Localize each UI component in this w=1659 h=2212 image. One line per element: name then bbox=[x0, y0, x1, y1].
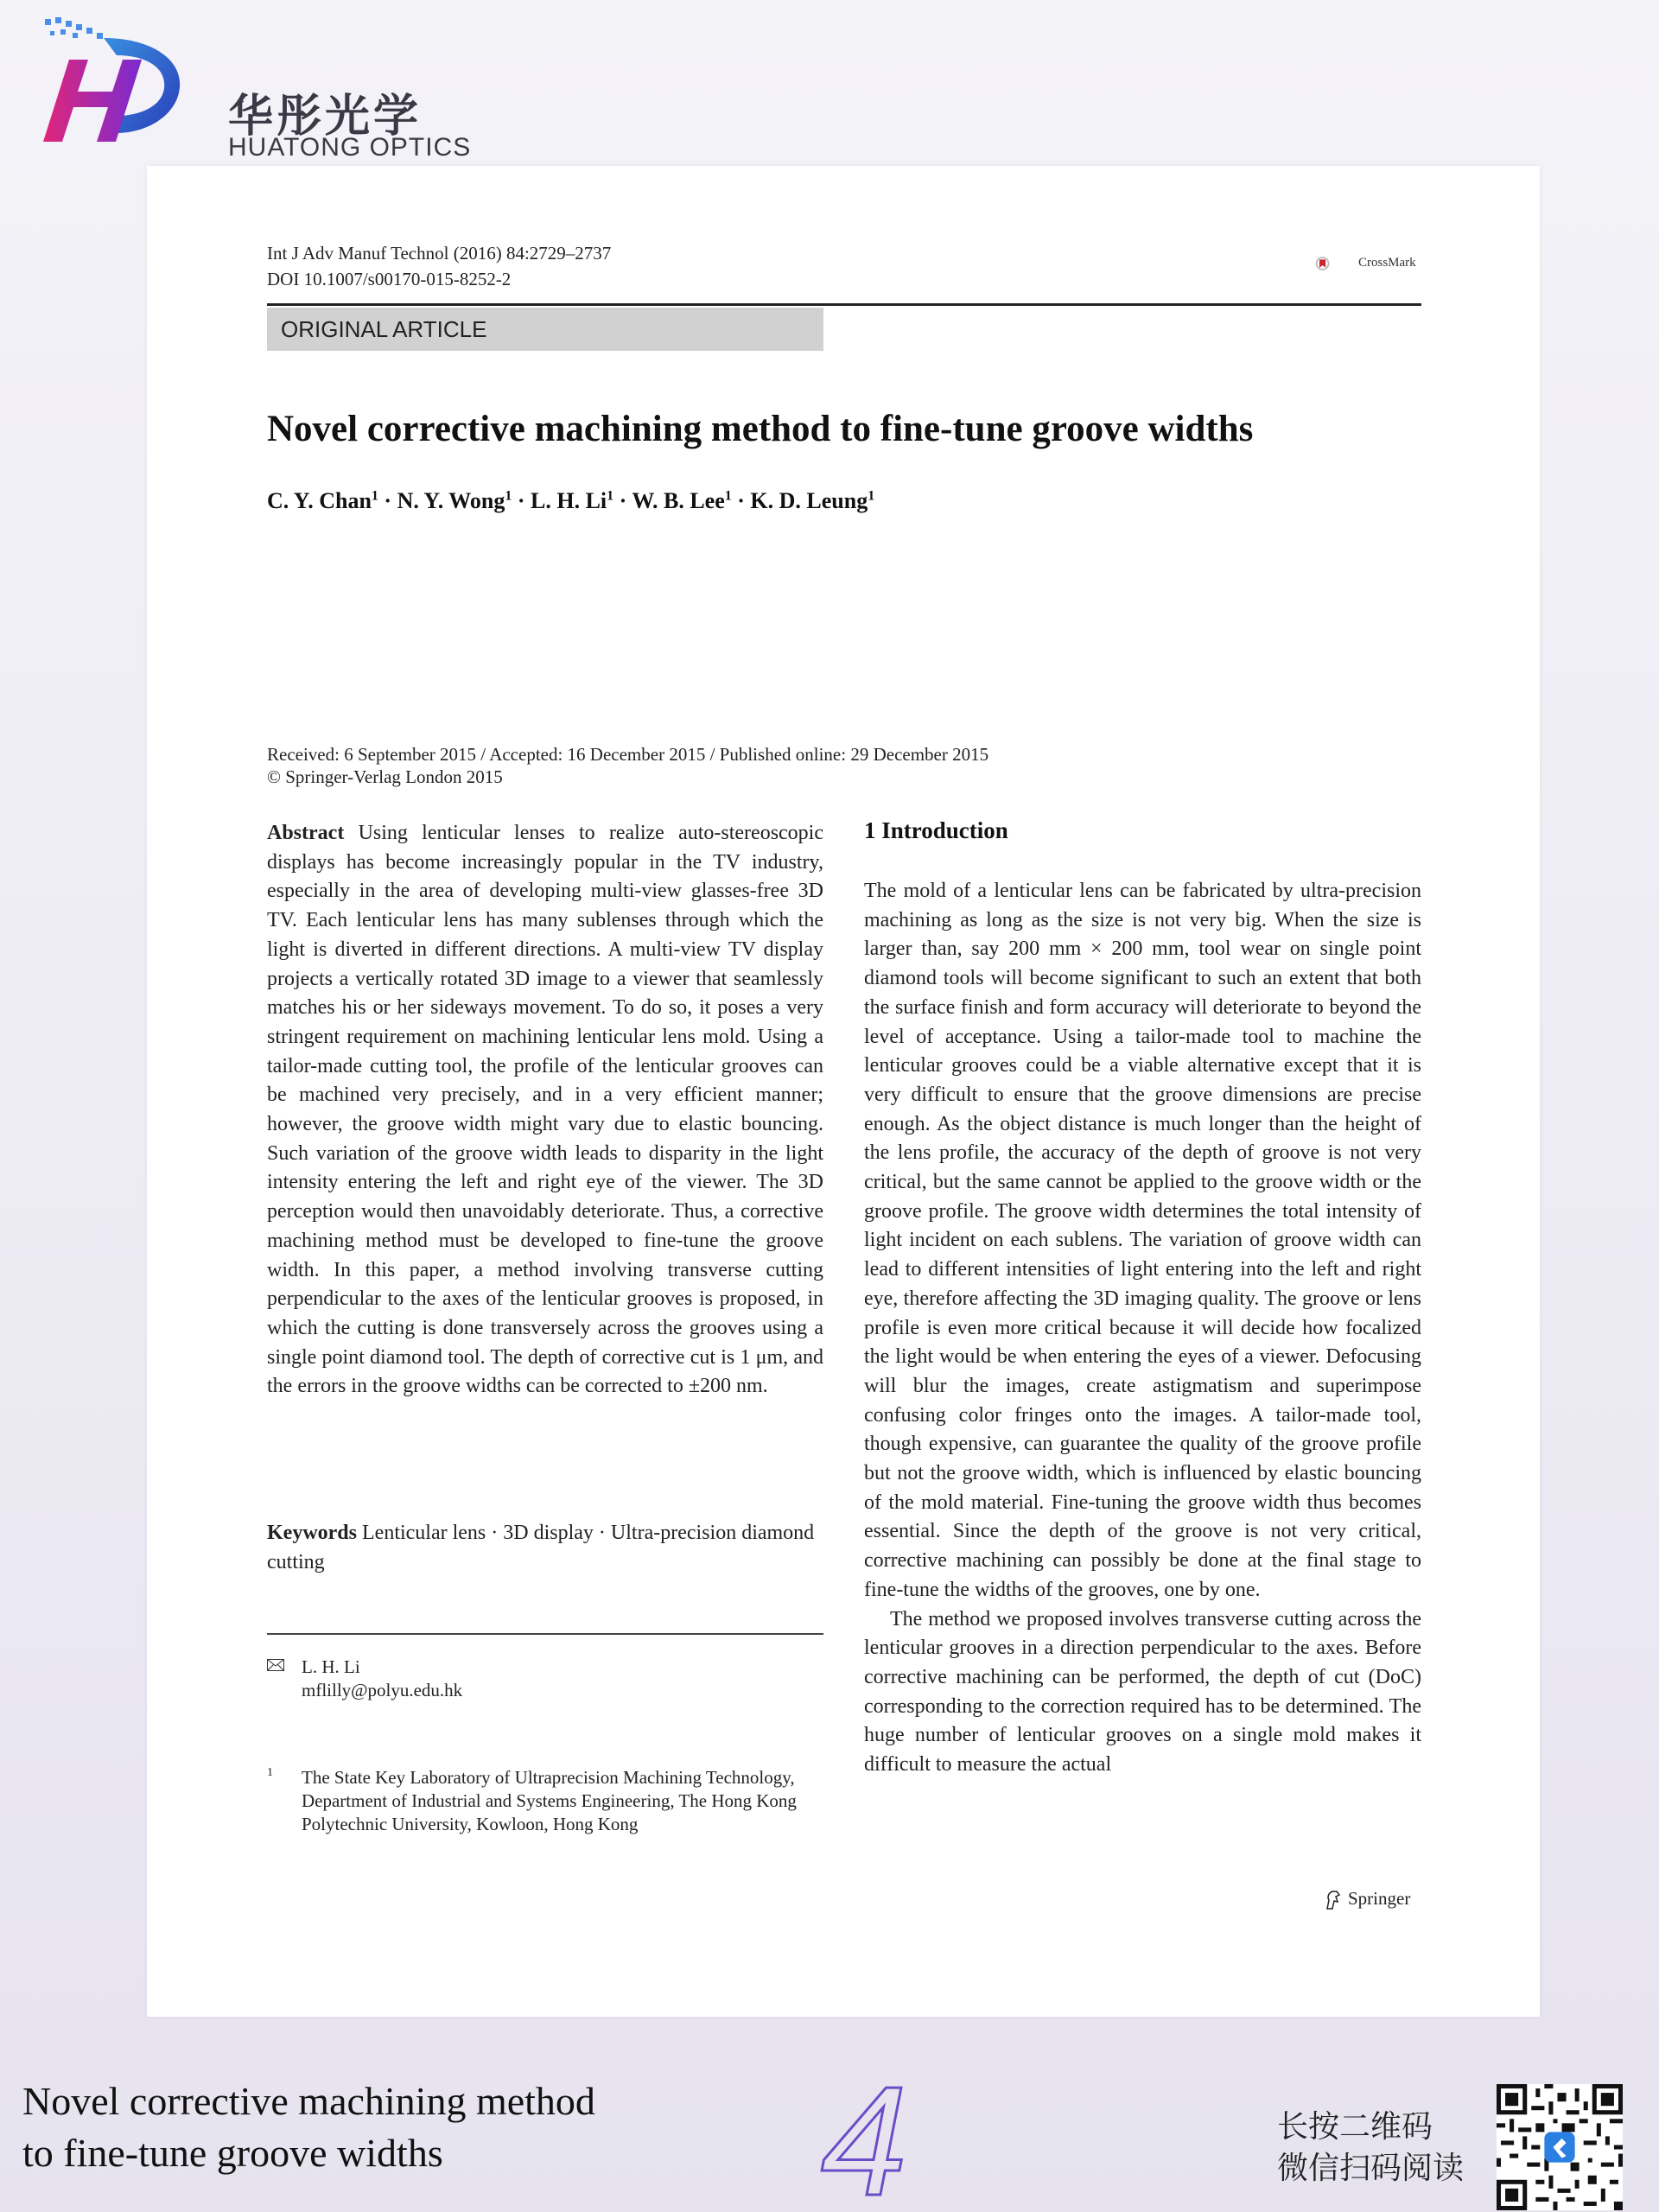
crossmark-label[interactable]: CrossMark bbox=[1358, 256, 1416, 270]
qr-code[interactable] bbox=[1497, 2084, 1623, 2210]
brand-name-en: HUATONG OPTICS bbox=[228, 133, 472, 162]
intro-paragraph-1: The mold of a lenticular lens can be fabricated by ultra-precision machining as long as the size is not very big. When the size is larger than, say 200 mm × 200 mm, tool wear on single point diamond tools will become significant to such an extent that both the surface finish and form accuracy will deteriorate to beyond the level of acceptance. Using a tailor-made tool to machine the lenticular grooves could be a viable alternative except that it is very difficult to ensure that the groove dimensions are precise enough. As the object distance is much longer than the height of the lens profile, the accuracy of the depth of groove is not very critical, but the same cannot be applied to the groove width or the groove profile. The groove width determines the total intensity of light incident on each sublens. The variation of groove width can lead to different intensities of light entering into the left and right eye, therefore affecting the 3D imaging quality. The groove or lens profile is even more critical because it will decide how focalized the light would be when entering the eyes of a viewer. Defocusing will blur the images, create astigmatism and superimpose confusing color fringes onto the images. A tailor-made tool, though expensive, can guarantee the quality of the groove profile but not the groove width, which is influenced by elastic bouncing of the mold material. Fine-tuning the groove width thus becomes essential. Since the depth of the groove is not very critical, corrective machining can possibly be done at the final stage to fine-tune the widths of the grooves, one by one. bbox=[864, 880, 1421, 1601]
paper-title: Novel corrective machining method to fine-tune groove widths bbox=[267, 409, 1254, 449]
page-number bbox=[804, 2056, 925, 2212]
introduction-body bbox=[864, 877, 1421, 1780]
footer-title bbox=[22, 2075, 595, 2179]
author-name: W. B. Lee bbox=[632, 488, 725, 513]
publisher-name: Springer bbox=[1348, 1888, 1411, 1909]
abstract-label: Abstract bbox=[267, 822, 345, 844]
journal-info bbox=[267, 240, 611, 292]
affiliation-text: The State Key Laboratory of Ultraprecision Machining Technology, Department of Industrial and Systems Engineering, The Hong Kong Polytechnic University, Kowloon, Hong Kong bbox=[302, 1767, 797, 1834]
keywords-label: Keywords bbox=[267, 1522, 357, 1544]
author-name: L. H. Li bbox=[531, 488, 607, 513]
footer-title-line-2: to fine-tune groove widths bbox=[22, 2131, 443, 2175]
article-type-banner: ORIGINAL ARTICLE bbox=[267, 308, 823, 351]
footnote-rule bbox=[267, 1633, 823, 1635]
brand-name-cn: 华彤光学 bbox=[228, 91, 423, 143]
received-line: Received: 6 September 2015 / Accepted: 16 December 2015 / Published online: 29 December 2015 bbox=[267, 744, 989, 765]
author-affil: 1 bbox=[371, 488, 378, 504]
qr-instruction-line-1: 长按二维码 bbox=[1277, 2109, 1433, 2145]
contact-name: L. H. Li bbox=[302, 1656, 360, 1677]
affiliation-number: 1 bbox=[267, 1766, 273, 1779]
abstract bbox=[267, 819, 823, 1402]
journal-doi: DOI 10.1007/s00170-015-8252-2 bbox=[267, 269, 512, 289]
qr-instruction-line-2: 微信扫码阅读 bbox=[1277, 2151, 1465, 2186]
author-affil: 1 bbox=[868, 488, 875, 504]
footer-title-line-1: Novel corrective machining method bbox=[22, 2079, 595, 2123]
springer-horse-icon bbox=[1324, 1890, 1343, 1910]
author-name: N. Y. Wong bbox=[397, 488, 505, 513]
abstract-text: Using lenticular lenses to realize auto-stereoscopic displays has become increasingly popular in the TV industry, especially in the area of developing multi-view glasses-free 3D TV. Each lenticular lens has many sublenses through which the light is diverted in different directions. A multi-view TV display projects a vertically rotated 3D image to a viewer that seamlessly matches his or her sideways movement. To do so, it poses a very stringent requirement on machining lenticular lens mold. Using a tailor-made cutting tool, the profile of the lenticular grooves can be machined very precisely, and in a very efficient manner; however, the groove width might vary due to elastic bouncing. Such variation of the groove width leads to disparity in the light intensity entering the left and right eye of the viewer. The 3D perception would then unavoidably deteriorate. Thus, a corrective machining method must be developed to fine-tune the groove width. In this paper, a method involving transverse cutting perpendicular to the axes of the lenticular grooves is proposed, in which the cutting is done transversely across the grooves using a single point diamond tool. The depth of corrective cut is 1 μm, and the errors in the groove widths can be corrected to ±200 nm. bbox=[267, 822, 824, 1398]
author-name: C. Y. Chan bbox=[267, 488, 372, 513]
envelope-icon bbox=[267, 1659, 284, 1671]
author-name: K. D. Leung bbox=[750, 488, 868, 513]
intro-paragraph-2: The method we proposed involves transverse cutting across the lenticular grooves in a direction perpendicular to the axes. Before corrective machining can be performed, the depth of cut (DoC) corresponding to the correction required has to be determined. The huge number of lenticular grooves on a single mold makes it difficult to measure the actual bbox=[864, 1607, 1421, 1777]
header-rule bbox=[267, 303, 1421, 306]
huatong-logo-icon bbox=[26, 12, 207, 150]
page-number-glyph: 4 bbox=[820, 2056, 908, 2212]
author-affil: 1 bbox=[607, 488, 614, 504]
publisher-mark bbox=[1324, 1888, 1410, 1910]
copyright-line: © Springer-Verlag London 2015 bbox=[267, 766, 503, 787]
section-heading-introduction: 1 Introduction bbox=[864, 817, 1008, 843]
brand-logo bbox=[26, 12, 475, 162]
publication-dates bbox=[267, 743, 988, 788]
qr-instruction bbox=[1277, 2107, 1464, 2190]
crossmark-icon[interactable] bbox=[1315, 242, 1358, 285]
paper-page bbox=[147, 166, 1540, 2017]
contact-email[interactable]: mflilly@polyu.edu.hk bbox=[302, 1680, 463, 1700]
author-affil: 1 bbox=[724, 488, 732, 504]
author-affil: 1 bbox=[505, 488, 512, 504]
keywords bbox=[267, 1518, 823, 1577]
keywords-text: Lenticular lens · 3D display · Ultra-precision diamond cutting bbox=[267, 1522, 815, 1573]
journal-citation: Int J Adv Manuf Technol (2016) 84:2729–2737 bbox=[267, 243, 612, 264]
author-list: C. Y. Chan$^1$ · N. Y. Wong$^1$ · L. H. $Li^1 \cdot W$. B. Lee$^1$ · K. D. Leung$^1$ bbox=[267, 488, 875, 513]
